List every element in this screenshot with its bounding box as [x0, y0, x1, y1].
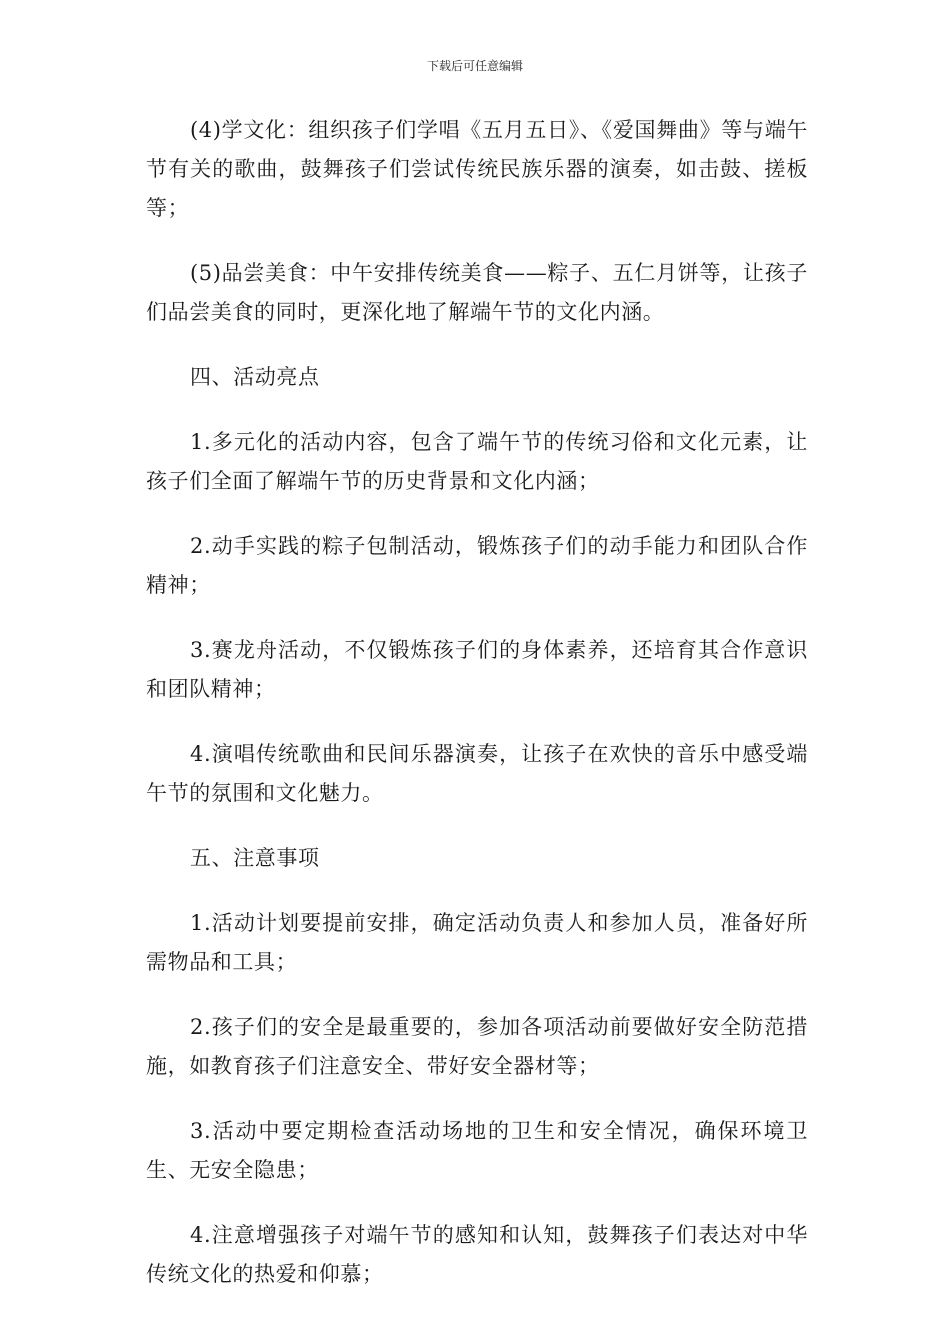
highlight-item-1: 1.多元化的活动内容，包含了端午节的传统习俗和文化元素，让孩子们全面了解端午节的历史背景和文化内涵； — [146, 430, 808, 493]
note-item-3: 3.活动中要定期检查活动场地的卫生和安全情况，确保环境卫生、无安全隐患； — [146, 1119, 808, 1182]
section-heading-notes: 五、注意事项 — [190, 846, 320, 870]
note-item-1: 1.活动计划要提前安排，确定活动负责人和参加人员，准备好所需物品和工具； — [146, 911, 808, 974]
document-body — [146, 111, 808, 1320]
note-item-2: 2.孩子们的安全是最重要的，参加各项活动前要做好安全防范措施，如教育孩子们注意安全、带好安全器材等； — [146, 1015, 808, 1078]
page-header-note: 下载后可任意编辑 — [426, 59, 523, 73]
highlight-item-4: 4.演唱传统歌曲和民间乐器演奏，让孩子在欢快的音乐中感受端午节的氛围和文化魅力。 — [146, 742, 808, 805]
highlight-item-3: 3.赛龙舟活动，不仅锻炼孩子们的身体素养，还培育其合作意识和团队精神； — [146, 638, 808, 701]
section-heading-highlights: 四、活动亮点 — [190, 365, 320, 389]
paragraph-taste-food: (5)品尝美食：中午安排传统美食——粽子、五仁月饼等，让孩子们品尝美食的同时，更深化地了解端午节的文化内涵。 — [146, 261, 808, 324]
note-item-4: 4.注意增强孩子对端午节的感知和认知，鼓舞孩子们表达对中华传统文化的热爱和仰慕； — [146, 1223, 808, 1286]
paragraph-learn-culture: (4)学文化：组织孩子们学唱《五月五日》、《爱国舞曲》等与端午节有关的歌曲，鼓舞孩子们尝试传统民族乐器的演奏，如击鼓、搓板等； — [146, 118, 808, 220]
highlight-item-2: 2.动手实践的粽子包制活动，锻炼孩子们的动手能力和团队合作精神； — [146, 534, 808, 597]
